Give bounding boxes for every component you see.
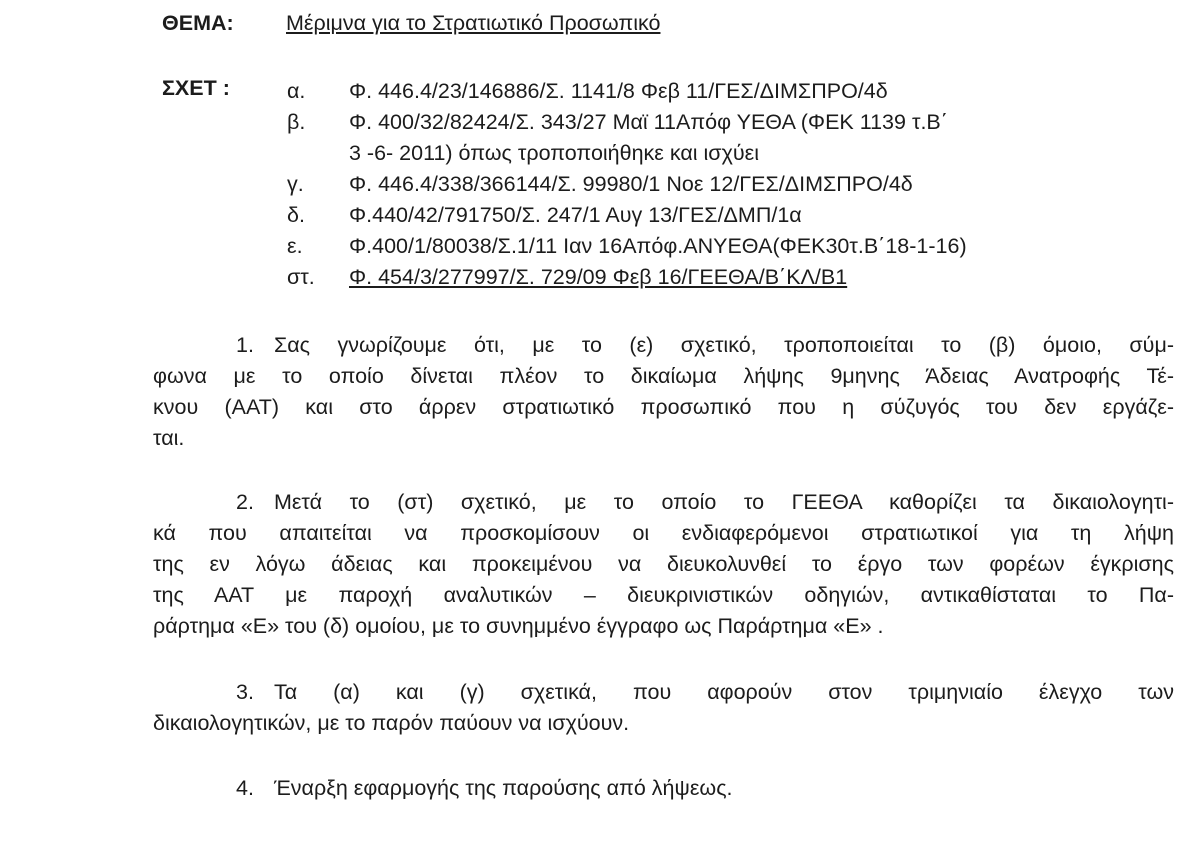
paragraph-line: κνου (ΑΑΤ) και στο άρρεν στρατιωτικό προσωπικό που η σύζυγός του δεν εργάζε- — [153, 395, 1174, 419]
paragraph-3 — [153, 677, 1174, 739]
paragraph-2 — [153, 487, 1174, 642]
reference-letter: β. — [287, 110, 306, 134]
paragraph-line: ται. — [153, 426, 185, 450]
reference-item — [0, 107, 1200, 138]
paragraph-line: δικαιολογητικών, με το παρόν παύουν να ισχύουν. — [153, 711, 630, 735]
reference-text: Φ. 454/3/277997/Σ. 729/09 Φεβ 16/ΓΕΕΘΑ/Β΄ΚΛ/Β1 — [349, 265, 848, 289]
paragraph-line: ράρτημα «Ε» του (δ) ομοίου, με το συνημμένο έγγραφο ως Παράρτημα «Ε» . — [153, 614, 884, 638]
reference-item — [0, 76, 1200, 107]
paragraph-1 — [153, 330, 1174, 454]
reference-item — [0, 262, 1200, 293]
paragraph-line: της εν λόγω άδειας και προκειμένου να διευκολυνθεί το έργο των φορέων έγκρισης — [153, 552, 1174, 576]
reference-item — [0, 169, 1200, 200]
subject-text: Μέριμνα για το Στρατιωτικό Προσωπικό — [286, 11, 661, 35]
reference-text: Φ. 400/32/82424/Σ. 343/27 Μαϊ 11Απόφ ΥΕΘΑ (ΦΕΚ 1139 τ.Β΄ — [349, 110, 948, 134]
reference-letter: α. — [287, 79, 306, 103]
paragraph-line: 1. Σας γνωρίζουμε ότι, με το (ε) σχετικό, τροποποιείται το (β) όμοιο, σύμ- — [153, 330, 1174, 361]
reference-text: Φ.400/1/80038/Σ.1/11 Ιαν 16Απόφ.ΑΝΥΕΘΑ(ΦΕΚ30τ.Β΄18-1-16) — [349, 234, 967, 258]
paragraph-number: 4. — [236, 776, 254, 800]
paragraph-line: κά που απαιτείται να προσκομίσουν οι ενδιαφερόμενοι στρατιωτικοί για τη λήψη — [153, 521, 1174, 545]
reference-letter: στ. — [287, 265, 315, 289]
paragraph-line: 3. Τα (α) και (γ) σχετικά, που αφορούν στον τριμηνιαίο έλεγχο των — [153, 677, 1174, 708]
reference-text: 3 -6- 2011) όπως τροποποιήθηκε και ισχύει — [349, 141, 759, 165]
references-list — [0, 76, 1200, 293]
paragraph-line: 2. Μετά το (στ) σχετικό, με το οποίο το ΓΕΕΘΑ καθορίζει τα δικαιολογητι- — [153, 487, 1174, 518]
reference-item — [0, 231, 1200, 262]
paragraph-line: της ΑΑΤ με παροχή αναλυτικών – διευκρινιστικών οδηγιών, αντικαθίσταται το Πα- — [153, 583, 1174, 607]
paragraph-4 — [153, 773, 1174, 804]
reference-text: Φ.440/42/791750/Σ. 247/1 Αυγ 13/ΓΕΣ/ΔΜΠ/1α — [349, 203, 802, 227]
reference-item-continuation — [0, 138, 1200, 169]
reference-text: Φ. 446.4/23/146886/Σ. 1141/8 Φεβ 11/ΓΕΣ/ΔΙΜΣΠΡΟ/4δ — [349, 79, 888, 103]
paragraph-line: 4. Έναρξη εφαρμογής της παρούσης από λήψεως. — [153, 773, 1174, 804]
paragraph-line: φωνα με το οποίο δίνεται πλέον το δικαίωμα λήψης 9μηνης Άδειας Ανατροφής Τέ- — [153, 364, 1174, 388]
paragraph-number: 1. — [236, 333, 254, 357]
reference-letter: γ. — [287, 172, 304, 196]
reference-text: Φ. 446.4/338/366144/Σ. 99980/1 Νοε 12/ΓΕΣ/ΔΙΜΣΠΡΟ/4δ — [349, 172, 913, 196]
paragraph-number: 3. — [236, 680, 254, 704]
paragraph-number: 2. — [236, 490, 254, 514]
references-label: ΣΧΕΤ : — [162, 76, 230, 100]
reference-letter: ε. — [287, 234, 303, 258]
subject-label: ΘΕΜΑ: — [162, 11, 234, 35]
reference-item — [0, 200, 1200, 231]
reference-letter: δ. — [287, 203, 305, 227]
subject-row — [162, 11, 660, 36]
